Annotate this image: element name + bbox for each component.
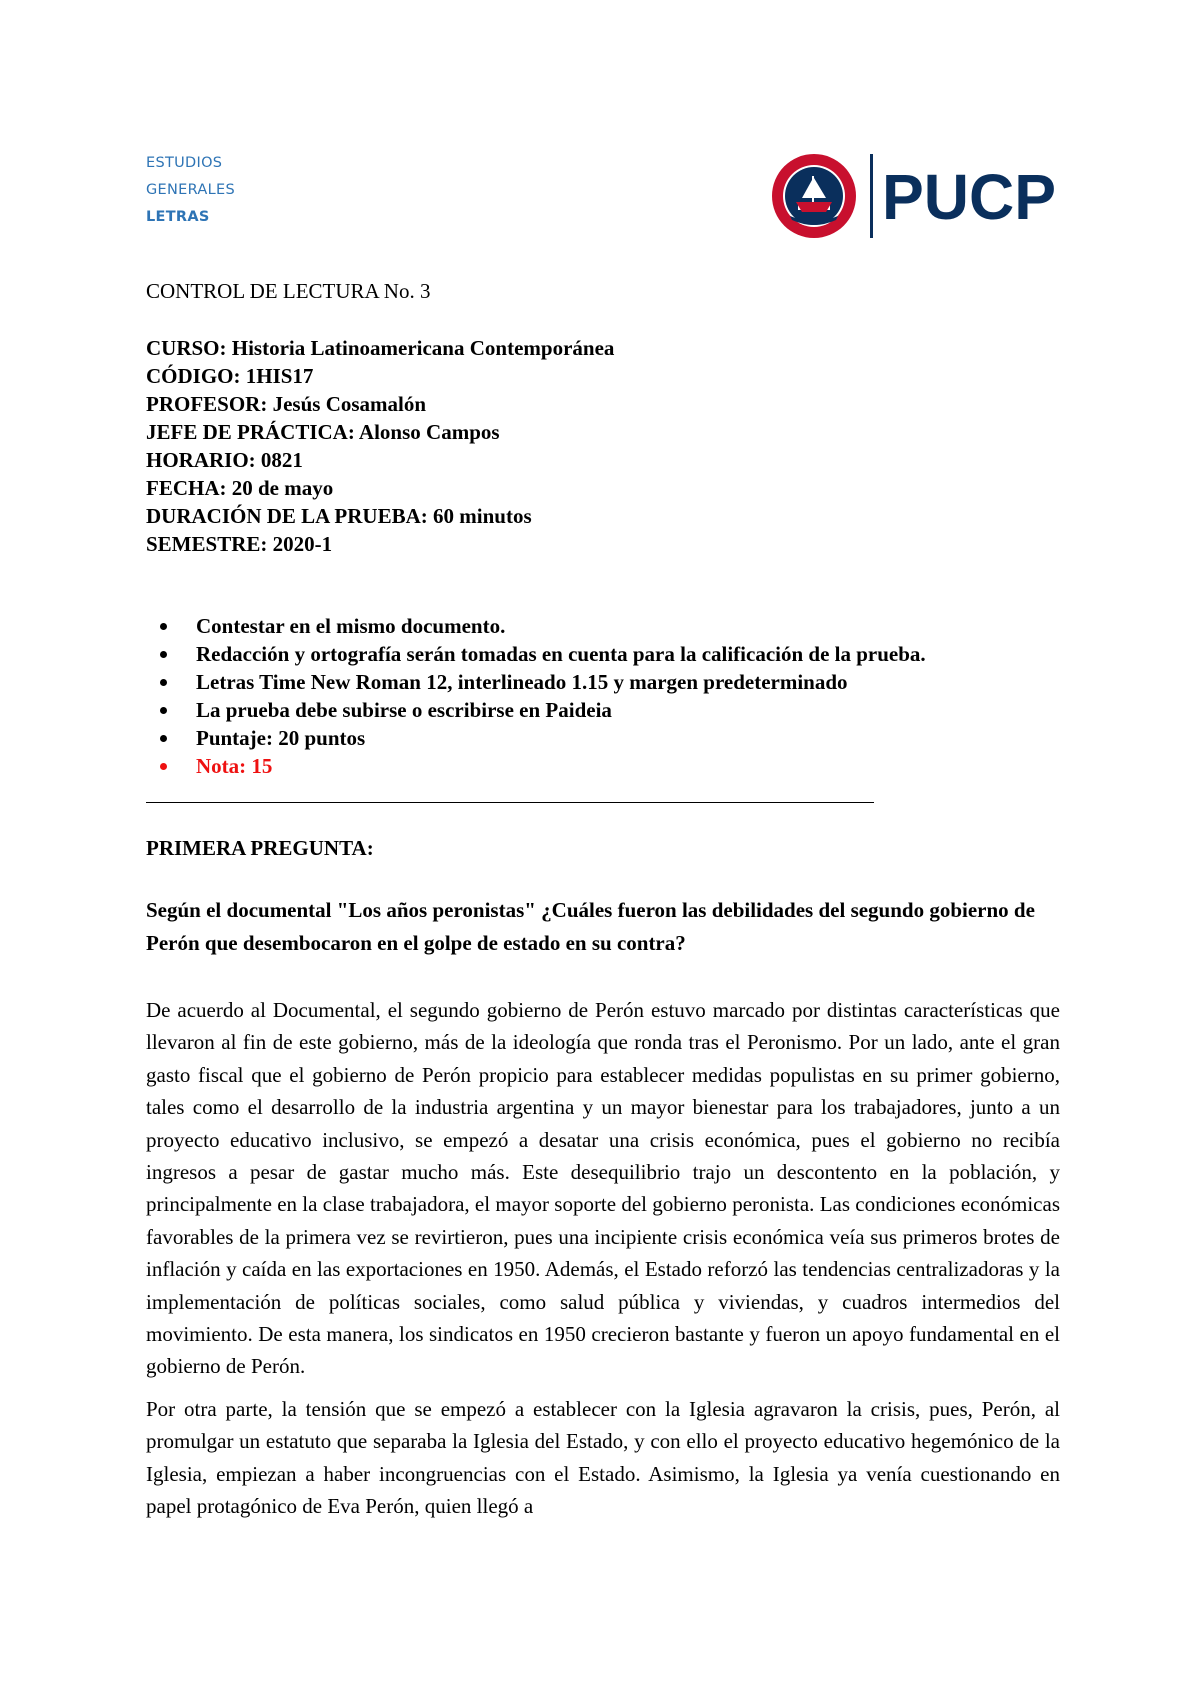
course-info-row xyxy=(146,446,614,474)
faculty-line-3: LETRAS xyxy=(146,209,210,225)
course-info-row xyxy=(146,474,614,502)
course-info-row xyxy=(146,502,614,530)
course-info-value: Jesús Cosamalón xyxy=(267,392,427,416)
course-info-value: 1HIS17 xyxy=(240,364,314,388)
bullet-icon xyxy=(160,763,167,770)
page-title: CONTROL DE LECTURA No. 3 xyxy=(146,279,431,303)
instruction-text: La prueba debe subirse o escribirse en Paideia xyxy=(196,698,612,722)
course-info-value: 60 minutos xyxy=(427,504,532,528)
course-info-label: FECHA: xyxy=(146,476,227,500)
course-info-value: 2020-1 xyxy=(267,532,333,556)
instruction-text: Nota: 15 xyxy=(196,754,273,778)
instruction-item xyxy=(146,724,926,752)
instruction-text: Letras Time New Roman 12, interlineado 1.15 y margen predeterminado xyxy=(196,670,848,694)
instruction-item xyxy=(146,668,926,696)
course-info-label: PROFESOR: xyxy=(146,392,268,416)
course-info-label: CÓDIGO: xyxy=(146,364,241,388)
instruction-item xyxy=(146,612,926,640)
bullet-icon xyxy=(160,623,167,630)
answer-paragraph: Por otra parte, la tensión que se empezó a establecer con la Iglesia agravaron la crisis, pues, Perón, al promulgar un estatuto que separaba la Iglesia del Estado, y con ello el proyecto educativo hegemónico de la Iglesia, empiezan a haber incongruencias con el Estado. Asimismo, la Iglesia ya venía cuestionando en papel protagónico de Eva Perón, quien llegó a xyxy=(146,1396,1060,1519)
answer-body[interactable] xyxy=(146,994,1060,1523)
course-info-value: 0821 xyxy=(255,448,303,472)
instruction-text: Contestar en el mismo documento. xyxy=(196,614,506,638)
bullet-icon xyxy=(160,707,167,714)
course-info-label: SEMESTRE: xyxy=(146,532,268,556)
course-info-value: Historia Latinoamericana Contemporánea xyxy=(226,336,615,360)
course-info-row xyxy=(146,334,614,362)
bullet-icon xyxy=(160,735,167,742)
instructions-list xyxy=(146,612,926,780)
course-info-label: JEFE DE PRÁCTICA: xyxy=(146,420,355,444)
instruction-text: Puntaje: 20 puntos xyxy=(196,726,366,750)
pucp-logo xyxy=(768,146,1068,246)
pucp-seal-icon xyxy=(768,146,1068,246)
divider xyxy=(146,802,874,803)
question-text: Según el documental "Los años peronistas" ¿Cuáles fueron las debilidades del segundo gobierno de Perón que desembocaron en el golpe de estado en su contra? xyxy=(146,898,1035,955)
faculty-block xyxy=(146,150,235,231)
instruction-item xyxy=(146,752,926,780)
bullet-icon xyxy=(160,679,167,686)
course-info xyxy=(146,334,614,558)
course-info-row xyxy=(146,390,614,418)
course-info-row xyxy=(146,530,614,558)
bullet-icon xyxy=(160,651,167,658)
answer-paragraph: De acuerdo al Documental, el segundo gobierno de Perón estuvo marcado por distintas características que llevaron al fin de este gobierno, más de la ideología que ronda tras el Peronismo. Por un lado, ante el gran gasto fiscal que el gobierno de Perón propicio para establecer medidas populistas en su primer gobierno, tales como el desarrollo de la industria argentina y un mayor bienestar para los trabajadores, junto a un proyecto educativo inclusivo, se empezó a desatar una crisis económica, pues el gobierno no recibía ingresos a pesar de gastar mucho más. Este desequilibrio trajo un descontento en la población, y principalmente en la clase trabajadora, el mayor soporte del gobierno peronista. Las condiciones económicas favorables de la primera vez se revirtieron, pues una incipiente crisis económica veía sus primeros brotes de inflación y caída en las exportaciones en 1950. Además, el Estado reforzó las tendencias centralizadoras y la implementación de políticas sociales, como salud pública y viviendas, y cuadros intermedios del movimiento. De esta manera, los sindicatos en 1950 crecieron bastante y fueron un apoyo fundamental en el gobierno de Perón. xyxy=(146,998,1060,1379)
instruction-text: Redacción y ortografía serán tomadas en cuenta para la calificación de la prueba. xyxy=(196,642,926,666)
instruction-item xyxy=(146,640,926,668)
course-info-value: 20 de mayo xyxy=(226,476,334,500)
faculty-line-1: ESTUDIOS xyxy=(146,155,223,171)
question-label: PRIMERA PREGUNTA: xyxy=(146,836,374,860)
course-info-label: CURSO: xyxy=(146,336,227,360)
instruction-item xyxy=(146,696,926,724)
course-info-label: HORARIO: xyxy=(146,448,256,472)
course-info-label: DURACIÓN DE LA PRUEBA: xyxy=(146,504,428,528)
pucp-wordmark: PUCP xyxy=(882,161,1056,233)
faculty-line-2: GENERALES xyxy=(146,182,235,198)
course-info-value: Alonso Campos xyxy=(354,420,500,444)
course-info-row xyxy=(146,362,614,390)
course-info-row xyxy=(146,418,614,446)
